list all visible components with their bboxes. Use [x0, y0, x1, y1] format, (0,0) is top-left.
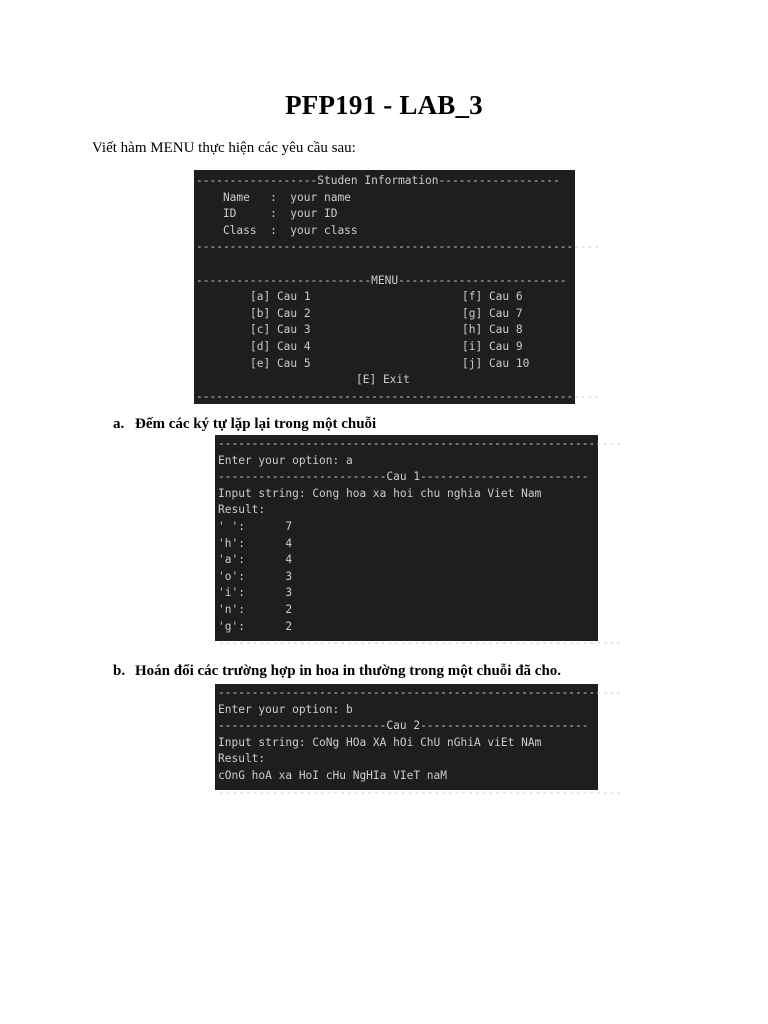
output-line: cOnG hoA xa HoI cHu NgHIa VIeT naM [218, 768, 448, 782]
cau-header-line: -------------------------Cau 1------------------------- [218, 470, 589, 484]
result-label: Result: [218, 503, 266, 517]
info-header-line: ------------------Studen Information------------------ [196, 174, 560, 187]
menu-item-j: [j] Cau 10 [462, 356, 530, 370]
name-row: Name : your name [196, 190, 351, 204]
cau-header-line: -------------------------Cau 2------------------------- [218, 719, 589, 733]
menu-item-d: [d] Cau 4 [250, 339, 311, 353]
menu-item-exit: [E] Exit [356, 373, 410, 387]
menu-item-h: [h] Cau 8 [462, 323, 523, 337]
menu-row [196, 322, 575, 339]
menu-terminal-screenshot [194, 170, 601, 404]
input-line: Input string: Cong hoa xa hoi chu nghia Viet Nam [218, 486, 542, 500]
section-a-heading [113, 416, 376, 433]
menu-header-line: --------------------------MENU------------------------- [196, 273, 567, 287]
menu-item-a: [a] Cau 1 [250, 290, 311, 304]
separator-line: ------------------------------------------------------------ [218, 636, 623, 650]
menu-row [196, 306, 575, 323]
section-b-heading [113, 663, 561, 680]
separator-line: ------------------------------------------------------------ [196, 240, 601, 254]
count-row: 'n': 2 [218, 602, 293, 616]
menu-item-i: [i] Cau 9 [462, 339, 523, 353]
menu-item-c: [c] Cau 3 [250, 323, 311, 337]
menu-row [196, 372, 575, 389]
result-label: Result: [218, 752, 266, 766]
id-row: ID : your ID [196, 207, 338, 221]
count-row: 'a': 4 [218, 553, 293, 567]
count-row: ' ': 7 [218, 519, 293, 533]
menu-item-g: [g] Cau 7 [462, 306, 523, 320]
prompt-line: Enter your option: b [218, 702, 353, 716]
separator-line: ------------------------------------------------------------ [218, 686, 623, 699]
input-line: Input string: CoNg HOa XA hOi ChU nGhiA viEt NAm [218, 735, 542, 749]
separator-line: ------------------------------------------------------------ [196, 389, 601, 403]
section-b-label: b. [113, 663, 126, 679]
class-row: Class : your class [196, 223, 358, 237]
count-row: 'o': 3 [218, 569, 293, 583]
page-title: PFP191 - LAB_3 [285, 90, 483, 120]
cau2-terminal-screenshot [215, 684, 623, 799]
menu-item-b: [b] Cau 2 [250, 306, 311, 320]
cau1-terminal-screenshot [215, 435, 623, 650]
count-row: 'i': 3 [218, 586, 293, 600]
separator-line: ------------------------------------------------------------ [218, 437, 623, 450]
section-a-title: Đếm các ký tự lặp lại trong một chuỗi [135, 416, 377, 432]
menu-row [196, 356, 575, 373]
menu-item-f: [f] Cau 6 [462, 290, 523, 304]
count-row: 'g': 2 [218, 619, 293, 633]
count-row: 'h': 4 [218, 536, 293, 550]
intro-text: Viết hàm MENU thực hiện các yêu cầu sau: [92, 140, 356, 156]
prompt-line: Enter your option: a [218, 453, 353, 467]
menu-item-e: [e] Cau 5 [250, 356, 311, 370]
blank-line [196, 256, 575, 273]
separator-line: ------------------------------------------------------------ [218, 785, 623, 799]
section-b-title: Hoán đổi các trường hợp in hoa in thường trong một chuỗi đã cho. [135, 663, 562, 679]
menu-row [196, 289, 575, 306]
section-a-label: a. [113, 416, 125, 432]
menu-row [196, 339, 575, 356]
